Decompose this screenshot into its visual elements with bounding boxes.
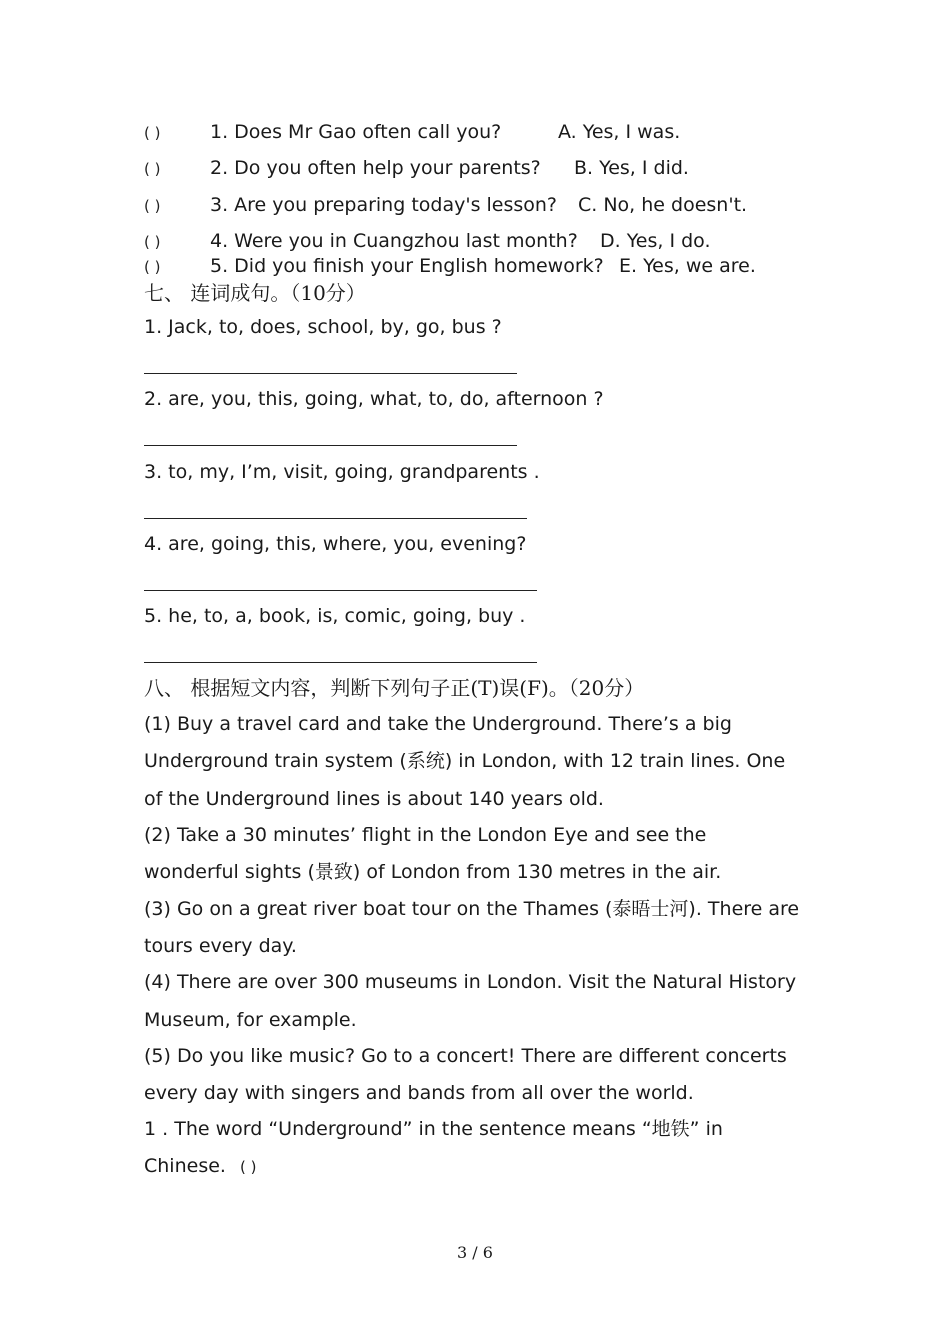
passage-line: Underground train system (系统) in London, with 12 train lines. One xyxy=(144,750,786,772)
answer-paren[interactable]: ( ) xyxy=(144,233,161,251)
section-7-title: 七、 连词成句。（10分） xyxy=(144,281,366,305)
answer-paren[interactable]: ( ) xyxy=(144,160,161,178)
passage-line: tours every day. xyxy=(144,935,297,957)
true-false-question-1-end xyxy=(144,1154,256,1179)
answer-paren[interactable]: ( ) xyxy=(144,258,161,276)
passage-line: wonderful sights (景致) of London from 130 metres in the air. xyxy=(144,861,722,883)
scrambled-sentence-3: 3. to, my, I’m, visit, going, grandparents . xyxy=(144,461,540,483)
passage-line: (2) Take a 30 minutes’ flight in the London Eye and see the xyxy=(144,824,707,846)
question-text: 2. Do you often help your parents? xyxy=(210,157,541,179)
passage-line: (1) Buy a travel card and take the Underground. There’s a big xyxy=(144,713,732,735)
true-false-question-1: 1 . The word “Underground” in the sentence means “地铁” in xyxy=(144,1118,723,1140)
passage-line: of the Underground lines is about 140 years old. xyxy=(144,788,604,810)
match-answer-b: B. Yes, I did. xyxy=(574,157,689,179)
match-answer-d: D. Yes, I do. xyxy=(600,230,711,252)
match-question-1 xyxy=(144,120,501,145)
question-text: 3. Are you preparing today's lesson? xyxy=(210,194,558,216)
match-answer-e: E. Yes, we are. xyxy=(619,255,756,277)
match-question-2 xyxy=(144,156,541,181)
match-question-5 xyxy=(144,254,604,279)
section-8-title: 八、 根据短文内容，判断下列句子正(T)误(F)。（20分） xyxy=(144,676,645,700)
answer-line-5[interactable] xyxy=(144,662,537,663)
answer-line-1[interactable] xyxy=(144,373,517,374)
scrambled-sentence-2: 2. are, you, this, going, what, to, do, afternoon ? xyxy=(144,388,604,410)
scrambled-sentence-5: 5. he, to, a, book, is, comic, going, buy . xyxy=(144,605,526,627)
passage-line: (5) Do you like music? Go to a concert! There are different concerts xyxy=(144,1045,787,1067)
passage-line: Museum, for example. xyxy=(144,1009,357,1031)
match-question-4 xyxy=(144,229,578,254)
scrambled-sentence-1: 1. Jack, to, does, school, by, go, bus ? xyxy=(144,316,502,338)
answer-line-3[interactable] xyxy=(144,518,527,519)
page-number: 3 / 6 xyxy=(457,1243,493,1262)
answer-line-2[interactable] xyxy=(144,445,517,446)
answer-paren[interactable]: ( ) xyxy=(144,124,161,142)
match-answer-a: A. Yes, I was. xyxy=(558,121,681,143)
passage-line: (4) There are over 300 museums in London. Visit the Natural History xyxy=(144,971,797,993)
answer-line-4[interactable] xyxy=(144,590,537,591)
question-text: 1. Does Mr Gao often call you? xyxy=(210,121,502,143)
question-text: 5. Did you finish your English homework? xyxy=(210,255,604,277)
answer-paren[interactable]: ( ) xyxy=(144,197,161,215)
scrambled-sentence-4: 4. are, going, this, where, you, evening? xyxy=(144,533,527,555)
question-text: Chinese. xyxy=(144,1155,226,1177)
passage-line: (3) Go on a great river boat tour on the Thames (泰晤士河). There are xyxy=(144,898,800,920)
match-question-3 xyxy=(144,193,557,218)
passage-line: every day with singers and bands from all over the world. xyxy=(144,1082,694,1104)
match-answer-c: C. No, he doesn't. xyxy=(578,194,748,216)
answer-paren[interactable]: ( ) xyxy=(239,1158,257,1176)
question-text: 4. Were you in Cuangzhou last month? xyxy=(210,230,578,252)
